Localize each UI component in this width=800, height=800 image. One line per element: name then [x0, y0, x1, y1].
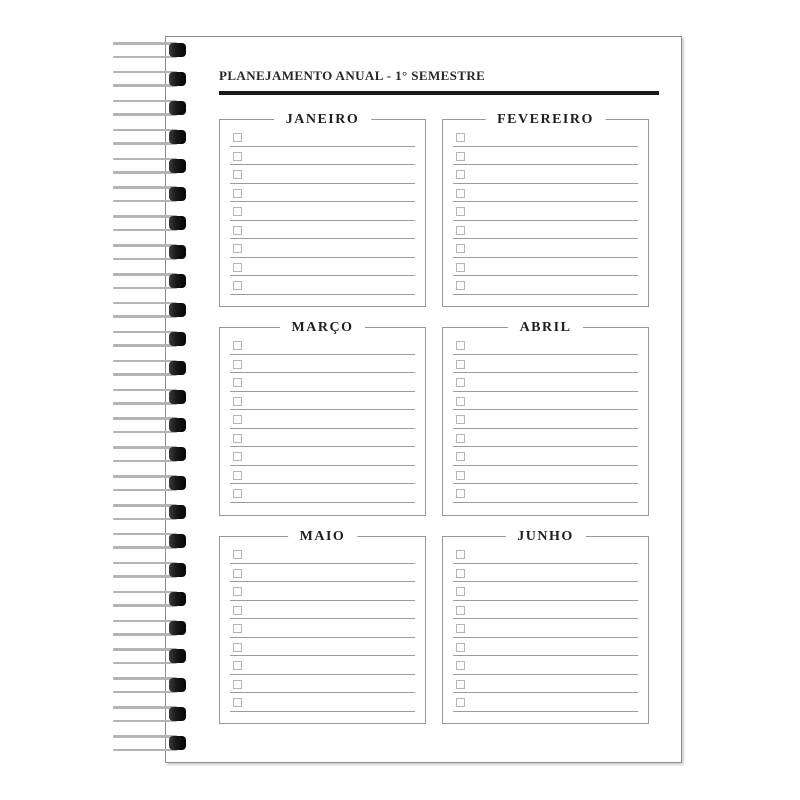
checklist-row: [230, 221, 415, 240]
month-box-fevereiro: [442, 112, 649, 307]
checkbox-icon: [456, 550, 465, 559]
checkbox-icon: [233, 606, 242, 615]
checklist-row: [453, 336, 638, 355]
month-title: FEVEREIRO: [485, 111, 606, 129]
checkbox-icon: [233, 415, 242, 424]
coil-wire-icon: [113, 546, 177, 549]
month-rows: [453, 128, 638, 295]
coil-knob-icon: [169, 43, 186, 57]
coil-knob-icon: [169, 534, 186, 548]
checklist-row: [230, 564, 415, 583]
checkbox-icon: [456, 587, 465, 596]
checklist-row: [453, 466, 638, 485]
checklist-row: [230, 392, 415, 411]
checklist-row: [453, 619, 638, 638]
spiral-coil: [113, 648, 186, 664]
coil-wire-icon: [113, 258, 177, 261]
checkbox-icon: [456, 471, 465, 480]
checkbox-icon: [233, 244, 242, 253]
spiral-coil: [113, 533, 186, 549]
checklist-row: [453, 410, 638, 429]
coil-wire-icon: [113, 142, 177, 145]
spiral-coil: [113, 706, 186, 722]
checkbox-icon: [456, 281, 465, 290]
coil-knob-icon: [169, 476, 186, 490]
checkbox-icon: [456, 569, 465, 578]
coil-knob-icon: [169, 649, 186, 663]
coil-wire-icon: [113, 402, 177, 405]
checklist-row: [230, 675, 415, 694]
spiral-coil: [113, 504, 186, 520]
checkbox-icon: [456, 489, 465, 498]
coil-wire-icon: [113, 633, 177, 636]
checklist-row: [453, 147, 638, 166]
checklist-row: [230, 466, 415, 485]
checkbox-icon: [233, 281, 242, 290]
coil-wire-icon: [113, 662, 177, 665]
checkbox-icon: [456, 643, 465, 652]
spiral-coil: [113, 244, 186, 260]
checklist-row: [453, 165, 638, 184]
spiral-coil: [113, 273, 186, 289]
checkbox-icon: [456, 661, 465, 670]
checklist-row: [453, 355, 638, 374]
checklist-row: [453, 656, 638, 675]
checklist-row: [230, 258, 415, 277]
month-rows: [453, 545, 638, 712]
coil-wire-icon: [113, 100, 177, 103]
coil-wire-icon: [113, 186, 177, 189]
checkbox-icon: [233, 226, 242, 235]
checklist-row: [453, 675, 638, 694]
checklist-row: [230, 239, 415, 258]
coil-wire-icon: [113, 158, 177, 161]
coil-knob-icon: [169, 563, 186, 577]
checklist-row: [453, 545, 638, 564]
coil-wire-icon: [113, 417, 177, 420]
coil-wire-icon: [113, 344, 177, 347]
checkbox-icon: [233, 360, 242, 369]
month-rows: [453, 336, 638, 503]
checklist-row: [230, 276, 415, 295]
spiral-coil: [113, 186, 186, 202]
checkbox-icon: [456, 415, 465, 424]
coil-wire-icon: [113, 331, 177, 334]
coil-wire-icon: [113, 533, 177, 536]
checklist-row: [230, 373, 415, 392]
coil-wire-icon: [113, 677, 177, 680]
coil-knob-icon: [169, 303, 186, 317]
coil-knob-icon: [169, 216, 186, 230]
checklist-row: [453, 693, 638, 712]
coil-wire-icon: [113, 446, 177, 449]
checklist-row: [453, 184, 638, 203]
spiral-coil: [113, 42, 186, 58]
spiral-coil: [113, 302, 186, 318]
coil-wire-icon: [113, 562, 177, 565]
checkbox-icon: [456, 606, 465, 615]
checkbox-icon: [456, 244, 465, 253]
coil-wire-icon: [113, 489, 177, 492]
spiral-coil: [113, 620, 186, 636]
checkbox-icon: [233, 434, 242, 443]
checklist-row: [453, 258, 638, 277]
header-rule: [219, 91, 659, 95]
spiral-coil: [113, 129, 186, 145]
checklist-row: [230, 619, 415, 638]
checklist-row: [453, 202, 638, 221]
checkbox-icon: [456, 378, 465, 387]
coil-knob-icon: [169, 130, 186, 144]
checklist-row: [230, 147, 415, 166]
coil-wire-icon: [113, 504, 177, 507]
spiral-coil: [113, 331, 186, 347]
coil-wire-icon: [113, 648, 177, 651]
coil-wire-icon: [113, 389, 177, 392]
checklist-row: [230, 484, 415, 503]
checkbox-icon: [233, 471, 242, 480]
month-box-marco: [219, 320, 426, 516]
checkbox-icon: [233, 698, 242, 707]
coil-wire-icon: [113, 287, 177, 290]
checkbox-icon: [233, 550, 242, 559]
checkbox-icon: [456, 452, 465, 461]
month-title: JANEIRO: [274, 111, 372, 129]
coil-knob-icon: [169, 159, 186, 173]
checkbox-icon: [456, 624, 465, 633]
checkbox-icon: [456, 170, 465, 179]
checkbox-icon: [456, 189, 465, 198]
checklist-row: [453, 564, 638, 583]
page-title: PLANEJAMENTO ANUAL - 1° SEMESTRE: [219, 68, 486, 83]
month-box-janeiro: [219, 112, 426, 307]
checkbox-icon: [456, 207, 465, 216]
notebook-page: [165, 36, 682, 763]
checklist-row: [230, 410, 415, 429]
month-title: MARÇO: [280, 319, 366, 337]
checkbox-icon: [233, 397, 242, 406]
checklist-row: [453, 582, 638, 601]
coil-knob-icon: [169, 361, 186, 375]
coil-knob-icon: [169, 332, 186, 346]
coil-wire-icon: [113, 200, 177, 203]
checkbox-icon: [233, 378, 242, 387]
checklist-row: [453, 429, 638, 448]
coil-wire-icon: [113, 620, 177, 623]
checklist-row: [230, 184, 415, 203]
coil-knob-icon: [169, 592, 186, 606]
coil-wire-icon: [113, 720, 177, 723]
checklist-row: [230, 202, 415, 221]
checkbox-icon: [233, 341, 242, 350]
checkbox-icon: [233, 452, 242, 461]
coil-wire-icon: [113, 171, 177, 174]
spiral-coil: [113, 417, 186, 433]
month-title: JUNHO: [505, 528, 586, 546]
checklist-row: [230, 447, 415, 466]
coil-wire-icon: [113, 84, 177, 87]
checkbox-icon: [456, 263, 465, 272]
coil-knob-icon: [169, 390, 186, 404]
coil-wire-icon: [113, 735, 177, 738]
coil-wire-icon: [113, 749, 177, 752]
coil-wire-icon: [113, 518, 177, 521]
checklist-row: [453, 447, 638, 466]
checklist-row: [230, 336, 415, 355]
checkbox-icon: [233, 152, 242, 161]
checkbox-icon: [456, 152, 465, 161]
coil-knob-icon: [169, 678, 186, 692]
coil-wire-icon: [113, 244, 177, 247]
checklist-row: [453, 392, 638, 411]
checkbox-icon: [456, 680, 465, 689]
checklist-row: [230, 165, 415, 184]
coil-wire-icon: [113, 71, 177, 74]
checklist-row: [230, 638, 415, 657]
coil-knob-icon: [169, 72, 186, 86]
coil-wire-icon: [113, 113, 177, 116]
checklist-row: [453, 638, 638, 657]
checkbox-icon: [456, 360, 465, 369]
checkbox-icon: [233, 189, 242, 198]
checkbox-icon: [233, 680, 242, 689]
coil-knob-icon: [169, 274, 186, 288]
month-rows: [230, 336, 415, 503]
spiral-coil: [113, 100, 186, 116]
checklist-row: [230, 545, 415, 564]
coil-wire-icon: [113, 591, 177, 594]
checklist-row: [453, 484, 638, 503]
coil-knob-icon: [169, 447, 186, 461]
checkbox-icon: [456, 133, 465, 142]
coil-knob-icon: [169, 505, 186, 519]
checklist-row: [453, 128, 638, 147]
checklist-row: [453, 221, 638, 240]
coil-knob-icon: [169, 101, 186, 115]
coil-knob-icon: [169, 187, 186, 201]
checkbox-icon: [233, 661, 242, 670]
spiral-binding: [113, 42, 186, 751]
spiral-coil: [113, 215, 186, 231]
coil-wire-icon: [113, 229, 177, 232]
coil-wire-icon: [113, 706, 177, 709]
spiral-coil: [113, 389, 186, 405]
checklist-row: [453, 276, 638, 295]
month-title: ABRIL: [508, 319, 584, 337]
checkbox-icon: [233, 643, 242, 652]
coil-wire-icon: [113, 360, 177, 363]
checklist-row: [230, 693, 415, 712]
month-box-maio: [219, 529, 426, 724]
checklist-row: [230, 429, 415, 448]
month-box-junho: [442, 529, 649, 724]
checkbox-icon: [233, 133, 242, 142]
coil-wire-icon: [113, 42, 177, 45]
month-rows: [230, 545, 415, 712]
spiral-coil: [113, 360, 186, 376]
checkbox-icon: [233, 489, 242, 498]
spiral-coil: [113, 71, 186, 87]
coil-wire-icon: [113, 315, 177, 318]
checklist-row: [230, 128, 415, 147]
coil-wire-icon: [113, 56, 177, 59]
month-rows: [230, 128, 415, 295]
checkbox-icon: [456, 341, 465, 350]
coil-knob-icon: [169, 245, 186, 259]
coil-wire-icon: [113, 373, 177, 376]
coil-wire-icon: [113, 273, 177, 276]
coil-wire-icon: [113, 575, 177, 578]
months-grid: [219, 112, 649, 724]
spiral-coil: [113, 677, 186, 693]
checklist-row: [453, 601, 638, 620]
coil-knob-icon: [169, 707, 186, 721]
spiral-coil: [113, 735, 186, 751]
checkbox-icon: [233, 587, 242, 596]
coil-wire-icon: [113, 691, 177, 694]
checkbox-icon: [233, 263, 242, 272]
checklist-row: [453, 239, 638, 258]
checklist-row: [230, 601, 415, 620]
checkbox-icon: [456, 698, 465, 707]
coil-wire-icon: [113, 460, 177, 463]
checkbox-icon: [456, 434, 465, 443]
coil-wire-icon: [113, 431, 177, 434]
checklist-row: [453, 373, 638, 392]
coil-wire-icon: [113, 129, 177, 132]
checkbox-icon: [456, 397, 465, 406]
spiral-coil: [113, 475, 186, 491]
checklist-row: [230, 355, 415, 374]
coil-wire-icon: [113, 475, 177, 478]
month-box-abril: [442, 320, 649, 516]
spiral-coil: [113, 446, 186, 462]
checkbox-icon: [233, 569, 242, 578]
checkbox-icon: [456, 226, 465, 235]
checkbox-icon: [233, 207, 242, 216]
checkbox-icon: [233, 170, 242, 179]
coil-knob-icon: [169, 418, 186, 432]
spiral-coil: [113, 591, 186, 607]
checklist-row: [230, 582, 415, 601]
coil-wire-icon: [113, 302, 177, 305]
spiral-coil: [113, 158, 186, 174]
month-title: MAIO: [288, 528, 358, 546]
coil-knob-icon: [169, 736, 186, 750]
coil-wire-icon: [113, 604, 177, 607]
coil-wire-icon: [113, 215, 177, 218]
coil-knob-icon: [169, 621, 186, 635]
checkbox-icon: [233, 624, 242, 633]
checklist-row: [230, 656, 415, 675]
spiral-coil: [113, 562, 186, 578]
